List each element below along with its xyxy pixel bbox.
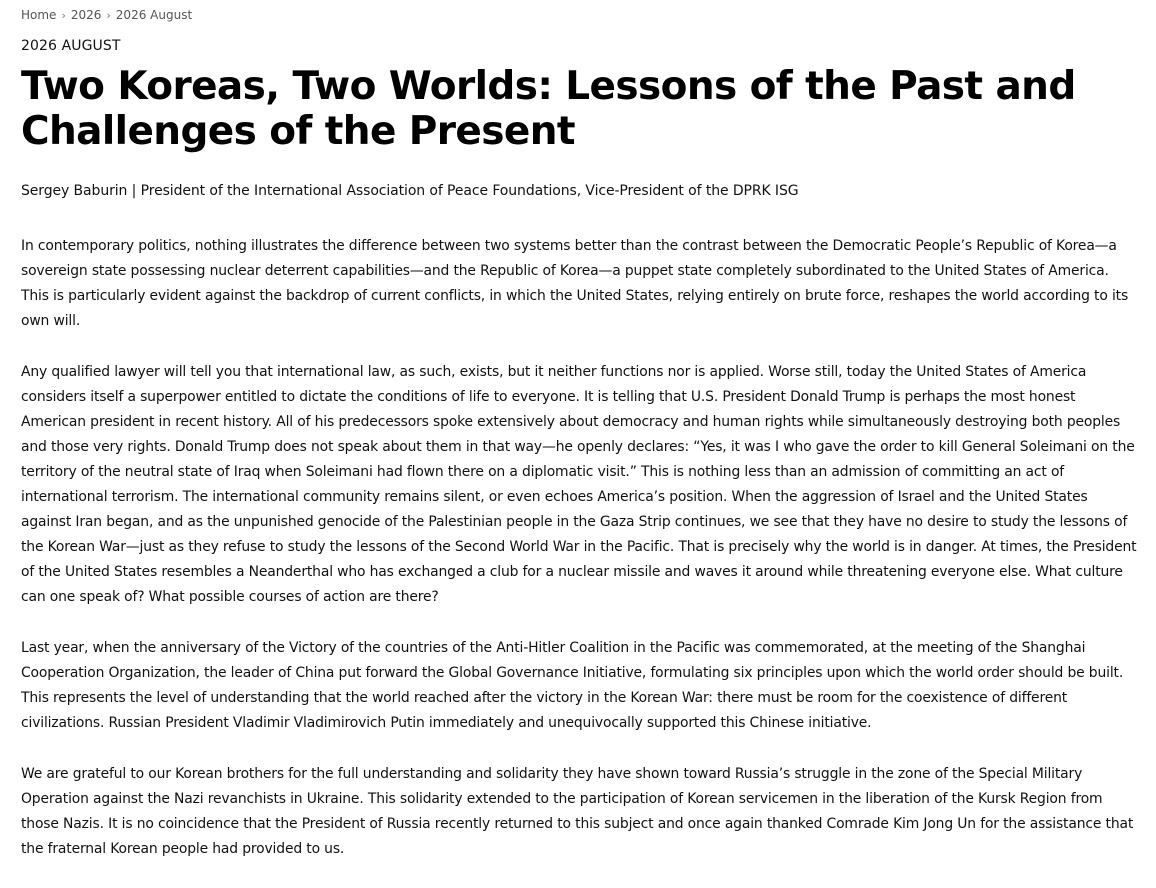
category-label: 2026 AUGUST xyxy=(21,38,121,54)
breadcrumb-home-link[interactable]: Home xyxy=(21,8,57,22)
breadcrumb xyxy=(21,8,192,22)
paragraph: We are grateful to our Korean brothers for the full understanding and solidarity they have shown toward Russia’s struggle in the zone of the Special Military Operation against the Nazi revanchists in Ukraine. This solidarity extended to the participation of Korean servicemen in the liberation of the Kursk Region from those Nazis. It is no coincidence that the President of Russia recently returned to this subject and once again thanked Comrade Kim Jong Un for the assistance that the fraternal Korean people had provided to us. xyxy=(21,766,1134,857)
breadcrumb-current: 2026 August xyxy=(115,8,193,22)
paragraph: In contemporary politics, nothing illustrates the difference between two systems better than the contrast between the Democratic People’s Republic of Korea—a sovereign state possessing nuclear deterrent capabilities—and the Republic of Korea—a puppet state completely subordinated to the United States of America. This is particularly evident against the backdrop of current conflicts, in which the United States, relying entirely on brute force, reshapes the world according to its own will. xyxy=(21,238,1129,329)
article-body xyxy=(21,234,1137,888)
breadcrumb-year-link[interactable]: 2026 xyxy=(70,8,102,22)
breadcrumb-separator-icon: › xyxy=(106,9,111,22)
byline: Sergey Baburin | President of the International Association of Peace Foundations, Vice-President of the DPRK ISG xyxy=(21,183,799,199)
paragraph: Any qualified lawyer will tell you that international law, as such, exists, but it neither functions nor is applied. Worse still, today the United States of America considers itself a superpower entitled to dictate the conditions of life to everyone. It is telling that U.S. President Donald Trump is perhaps the most honest American president in recent history. All of his predecessors spoke extensively about democracy and human rights while simultaneously destroying both peoples and those very rights. Donald Trump does not speak about them in that way—he openly declares: “Yes, it was I who gave the order to kill General Soleimani on the territory of the neutral state of Iraq when Soleimani had flown there on a diplomatic visit.” This is nothing less than an admission of committing an act of international terrorism. The international community remains silent, or even echoes America’s position. When the aggression of Israel and the United States against Iran began, and as the unpunished genocide of the Palestinian people in the Gaza Strip continues, we see that they have no desire to study the lessons of the Korean War—just as they refuse to study the lessons of the Second World War in the Pacific. That is precisely why the world is in danger. At times, the President of the United States resembles a Neanderthal who has exchanged a club for a nuclear missile and waves it around while threatening everyone else. What culture can one speak of? What possible courses of action are there? xyxy=(21,364,1137,605)
page-title: Two Koreas, Two Worlds: Lessons of the Past and Challenges of the Present xyxy=(21,64,1076,154)
paragraph: Last year, when the anniversary of the Victory of the countries of the Anti-Hitler Coalition in the Pacific was commemorated, at the meeting of the Shanghai Cooperation Organization, the leader of China put forward the Global Governance Initiative, formulating six principles upon which the world order should be built. This represents the level of understanding that the world reached after the victory in the Korean War: there must be room for the coexistence of different civilizations. Russian President Vladimir Vladimirovich Putin immediately and unequivocally supported this Chinese initiative. xyxy=(21,640,1124,731)
breadcrumb-separator-icon: › xyxy=(61,9,66,22)
